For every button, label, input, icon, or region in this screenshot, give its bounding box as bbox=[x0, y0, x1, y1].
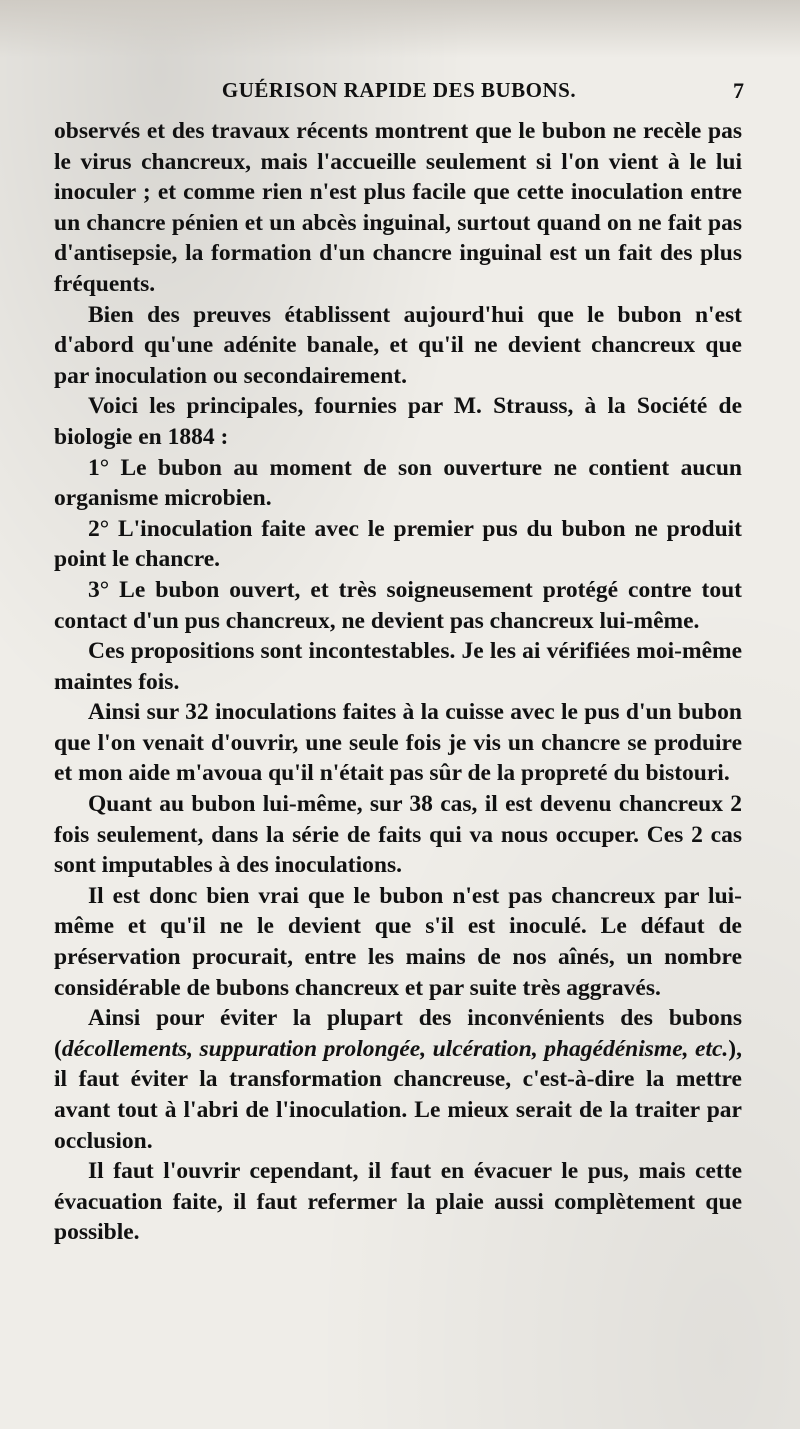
page-header bbox=[54, 78, 744, 106]
paragraph: Quant au bubon lui-même, sur 38 cas, il est devenu chancreux 2 fois seulement, dans la série de faits qui va nous occuper. Ces 2 cas sont imputables à des inoculations. bbox=[54, 791, 742, 879]
paragraph: 2° L'inoculation faite avec le premier pus du bubon ne produit point le chancre. bbox=[54, 515, 742, 573]
paragraph-part: ), il faut éviter la transformation chancreuse, c'est-à-dire la mettre avant tout à l'abri de l'inoculation. Le mieux serait de la traiter par occlusion. bbox=[54, 1035, 742, 1154]
paragraph: Il faut l'ouvrir cependant, il faut en évacuer le pus, mais cette évacuation faite, il faut refermer la plaie aussi complètement que possible. bbox=[54, 1158, 742, 1246]
paragraph: 1° Le bubon au moment de son ouverture ne contient aucun organisme microbien. bbox=[54, 454, 742, 512]
paragraph: Il est donc bien vrai que le bubon n'est pas chancreux par lui-même et qu'il ne le devient que s'il est inoculé. Le défaut de préservation procurait, entre les mains de nos aînés, un nombre considérable de bubons chancreux et par suite très aggravés. bbox=[54, 882, 742, 1001]
paragraph: 3° Le bubon ouvert, et très soigneusement protégé contre tout contact d'un pus chancreux, ne devient pas chancreux lui-même. bbox=[54, 576, 742, 634]
paragraph: Ces propositions sont incontestables. Je les ai vérifiées moi-même maintes fois. bbox=[54, 638, 742, 695]
paragraph-part: Ainsi pour éviter la plupart des inconvénients des bubons ( bbox=[54, 1005, 742, 1062]
paragraph-with-italics bbox=[54, 1003, 742, 1156]
body-text bbox=[54, 116, 742, 1248]
paragraph: observés et des travaux récents montrent que le bubon ne recèle pas le virus chancreux, mais l'accueille seulement si l'on vient à le lui inoculer ; et comme rien n'est plus facile que cette inoculation entre un chancre pénien et un abcès inguinal, surtout quand on ne fait pas d'antisepsie, la formation d'un chancre inguinal est un fait des plus fréquents. bbox=[54, 118, 742, 297]
scan-shadow bbox=[0, 0, 800, 58]
paragraph: Voici les principales, fournies par M. Strauss, à la Société de biologie en 1884 : bbox=[54, 393, 742, 450]
paragraph: Bien des preuves établissent aujourd'hui que le bubon n'est d'abord qu'une adénite banale, et qu'il ne devient chancreux que par inoculation ou secondairement. bbox=[54, 301, 742, 389]
running-title: GUÉRISON RAPIDE DES BUBONS. bbox=[221, 78, 577, 102]
italic-list: décollements, suppuration prolongée, ulcération, phagédénisme, etc. bbox=[61, 1035, 729, 1062]
paragraph: Ainsi sur 32 inoculations faites à la cuisse avec le pus d'un bubon que l'on venait d'ouvrir, une seule fois je vis un chancre se produire et mon aide m'avoua qu'il n'était pas sûr de la propreté du bistouri. bbox=[54, 699, 742, 787]
page-number: 7 bbox=[733, 78, 744, 103]
